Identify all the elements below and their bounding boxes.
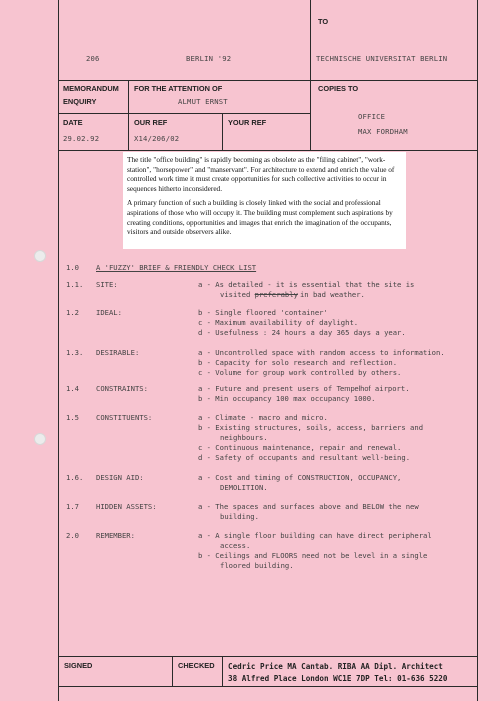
list-item: c - Continuous maintenance, repair and renewal. — [198, 443, 402, 452]
your-ref-label: YOUR REF — [228, 118, 267, 127]
section-number: 2.0 — [66, 531, 79, 540]
header-rule-1 — [58, 80, 478, 81]
section-design-aid — [66, 473, 476, 495]
list-item: c - Maximum availability of daylight. — [198, 318, 359, 327]
attention-value: ALMUT ERNST — [178, 97, 228, 106]
enquiry-label: ENQUIRY — [63, 97, 97, 106]
section-number: 1.3. — [66, 348, 84, 357]
copies-label: COPIES TO — [318, 84, 359, 93]
memo-number: 206 — [86, 54, 100, 63]
header-col-b — [222, 113, 223, 150]
intro-pasted-note — [123, 152, 406, 249]
list-item: access. — [220, 541, 251, 550]
list-item: a - Cost and timing of CONSTRUCTION, OCCUPANCY, — [198, 473, 402, 482]
our-ref-label: OUR REF — [134, 118, 168, 127]
section-number: 1.6. — [66, 473, 84, 482]
punch-hole-bottom — [34, 433, 46, 445]
date-label: DATE — [63, 118, 83, 127]
section-heading: REMEMBER: — [96, 531, 135, 540]
section-heading: DESIRABLE: — [96, 348, 140, 357]
signed-label: SIGNED — [64, 661, 93, 670]
list-item: b - Ceilings and FLOORS need not be level in a single — [198, 551, 428, 560]
to-label: TO — [318, 17, 329, 26]
punch-hole-top — [34, 250, 46, 262]
section-number: 1.5 — [66, 413, 79, 422]
section-desirable — [66, 348, 476, 380]
list-item: neighbours. — [220, 433, 268, 442]
section-heading: HIDDEN ASSETS: — [96, 502, 157, 511]
section-hidden-assets — [66, 502, 476, 524]
footer-col-a — [172, 656, 173, 686]
checked-label: CHECKED — [178, 661, 215, 670]
copies-fordham: MAX FORDHAM — [358, 127, 408, 136]
section-remember — [66, 531, 476, 573]
checklist-title-number: 1.0 — [66, 263, 79, 272]
memo-label: MEMORANDUM — [63, 84, 119, 93]
intro-paragraph-2: A primary function of such a building is closely linked with the social and professional aspirations of those who will occupy it. The building must complement such aspirations by creating conditions, opportunities and images that enrich the imagination of the occupants, visitors and outside observers alike. — [127, 198, 393, 237]
intro-paragraph-1: The title "office building" is rapidly becoming as obsolete as the "filing cabinet", "work-station", "horsepower" and "manservant". For architecture to extend and enrich the value of controlled work time it must create opportunities for such collective activities to occur in sequences hitherto inconsidered. — [127, 155, 395, 193]
section-constituents — [66, 413, 476, 465]
date-value: 29.02.92 — [63, 134, 100, 143]
list-item: building. — [220, 512, 259, 521]
section-heading: CONSTRAINTS: — [96, 384, 148, 393]
list-item: floored building. — [220, 561, 294, 570]
attention-label: FOR THE ATTENTION OF — [134, 84, 223, 93]
list-item: d - Usefulness : 24 hours a day 365 days a year. — [198, 328, 406, 337]
list-item: a - As detailed - it is essential that the site is — [198, 280, 415, 289]
list-item: DEMOLITION. — [220, 483, 268, 492]
header-divider-vertical — [310, 0, 311, 150]
list-item: c - Volume for group work controlled by others. — [198, 368, 402, 377]
list-item: a - Uncontrolled space with random access to information. — [198, 348, 445, 357]
list-item: a - Climate - macro and micro. — [198, 413, 328, 422]
section-constraints — [66, 384, 476, 406]
section-heading: IDEAL: — [96, 308, 122, 317]
header-rule-3 — [58, 150, 478, 151]
section-site — [66, 280, 476, 300]
list-item: b - Single floored 'container' — [198, 308, 328, 317]
checklist-title: A 'FUZZY' BRIEF & FRIENDLY CHECK LIST — [96, 263, 257, 272]
frame-right — [477, 0, 478, 701]
section-heading: CONSTITUENTS: — [96, 413, 153, 422]
header-rule-2 — [58, 113, 310, 114]
copies-office: OFFICE — [358, 112, 386, 121]
list-item: a - The spaces and surfaces above and BELOW the new — [198, 502, 419, 511]
list-item: b - Existing structures, soils, access, barriers and — [198, 423, 424, 432]
section-number: 1.1. — [66, 280, 84, 289]
address-line: 38 Alfred Place London WC1E 7DP Tel: 01-636 5220 — [228, 674, 448, 683]
list-item: a - Future and present users of Tempelhof airport. — [198, 384, 410, 393]
section-number: 1.2 — [66, 308, 79, 317]
section-ideal — [66, 308, 476, 340]
section-heading: SITE: — [96, 280, 118, 289]
frame-left — [58, 0, 59, 701]
section-number: 1.4 — [66, 384, 79, 393]
header-col-a — [128, 80, 129, 150]
list-item: b - Capacity for solo research and reflection. — [198, 358, 398, 367]
place-year: BERLIN '92 — [186, 54, 232, 63]
to-value: TECHNISCHE UNIVERSITAT BERLIN — [316, 54, 448, 63]
footer-rule-bottom — [58, 686, 478, 687]
list-item: d - Safety of occupants and resultant well-being. — [198, 453, 411, 462]
list-item: visited preferably in bad weather. — [220, 290, 365, 299]
footer-col-b — [222, 656, 223, 686]
section-heading: DESIGN AID: — [96, 473, 144, 482]
architect-line: Cedric Price MA Cantab. RIBA AA Dipl. Architect — [228, 662, 443, 671]
list-item: b - Min occupancy 100 max occupancy 1000. — [198, 394, 376, 403]
our-ref-value: X14/206/02 — [134, 134, 180, 143]
section-number: 1.7 — [66, 502, 79, 511]
list-item: a - A single floor building can have direct peripheral — [198, 531, 432, 540]
footer-rule-top — [58, 656, 478, 657]
